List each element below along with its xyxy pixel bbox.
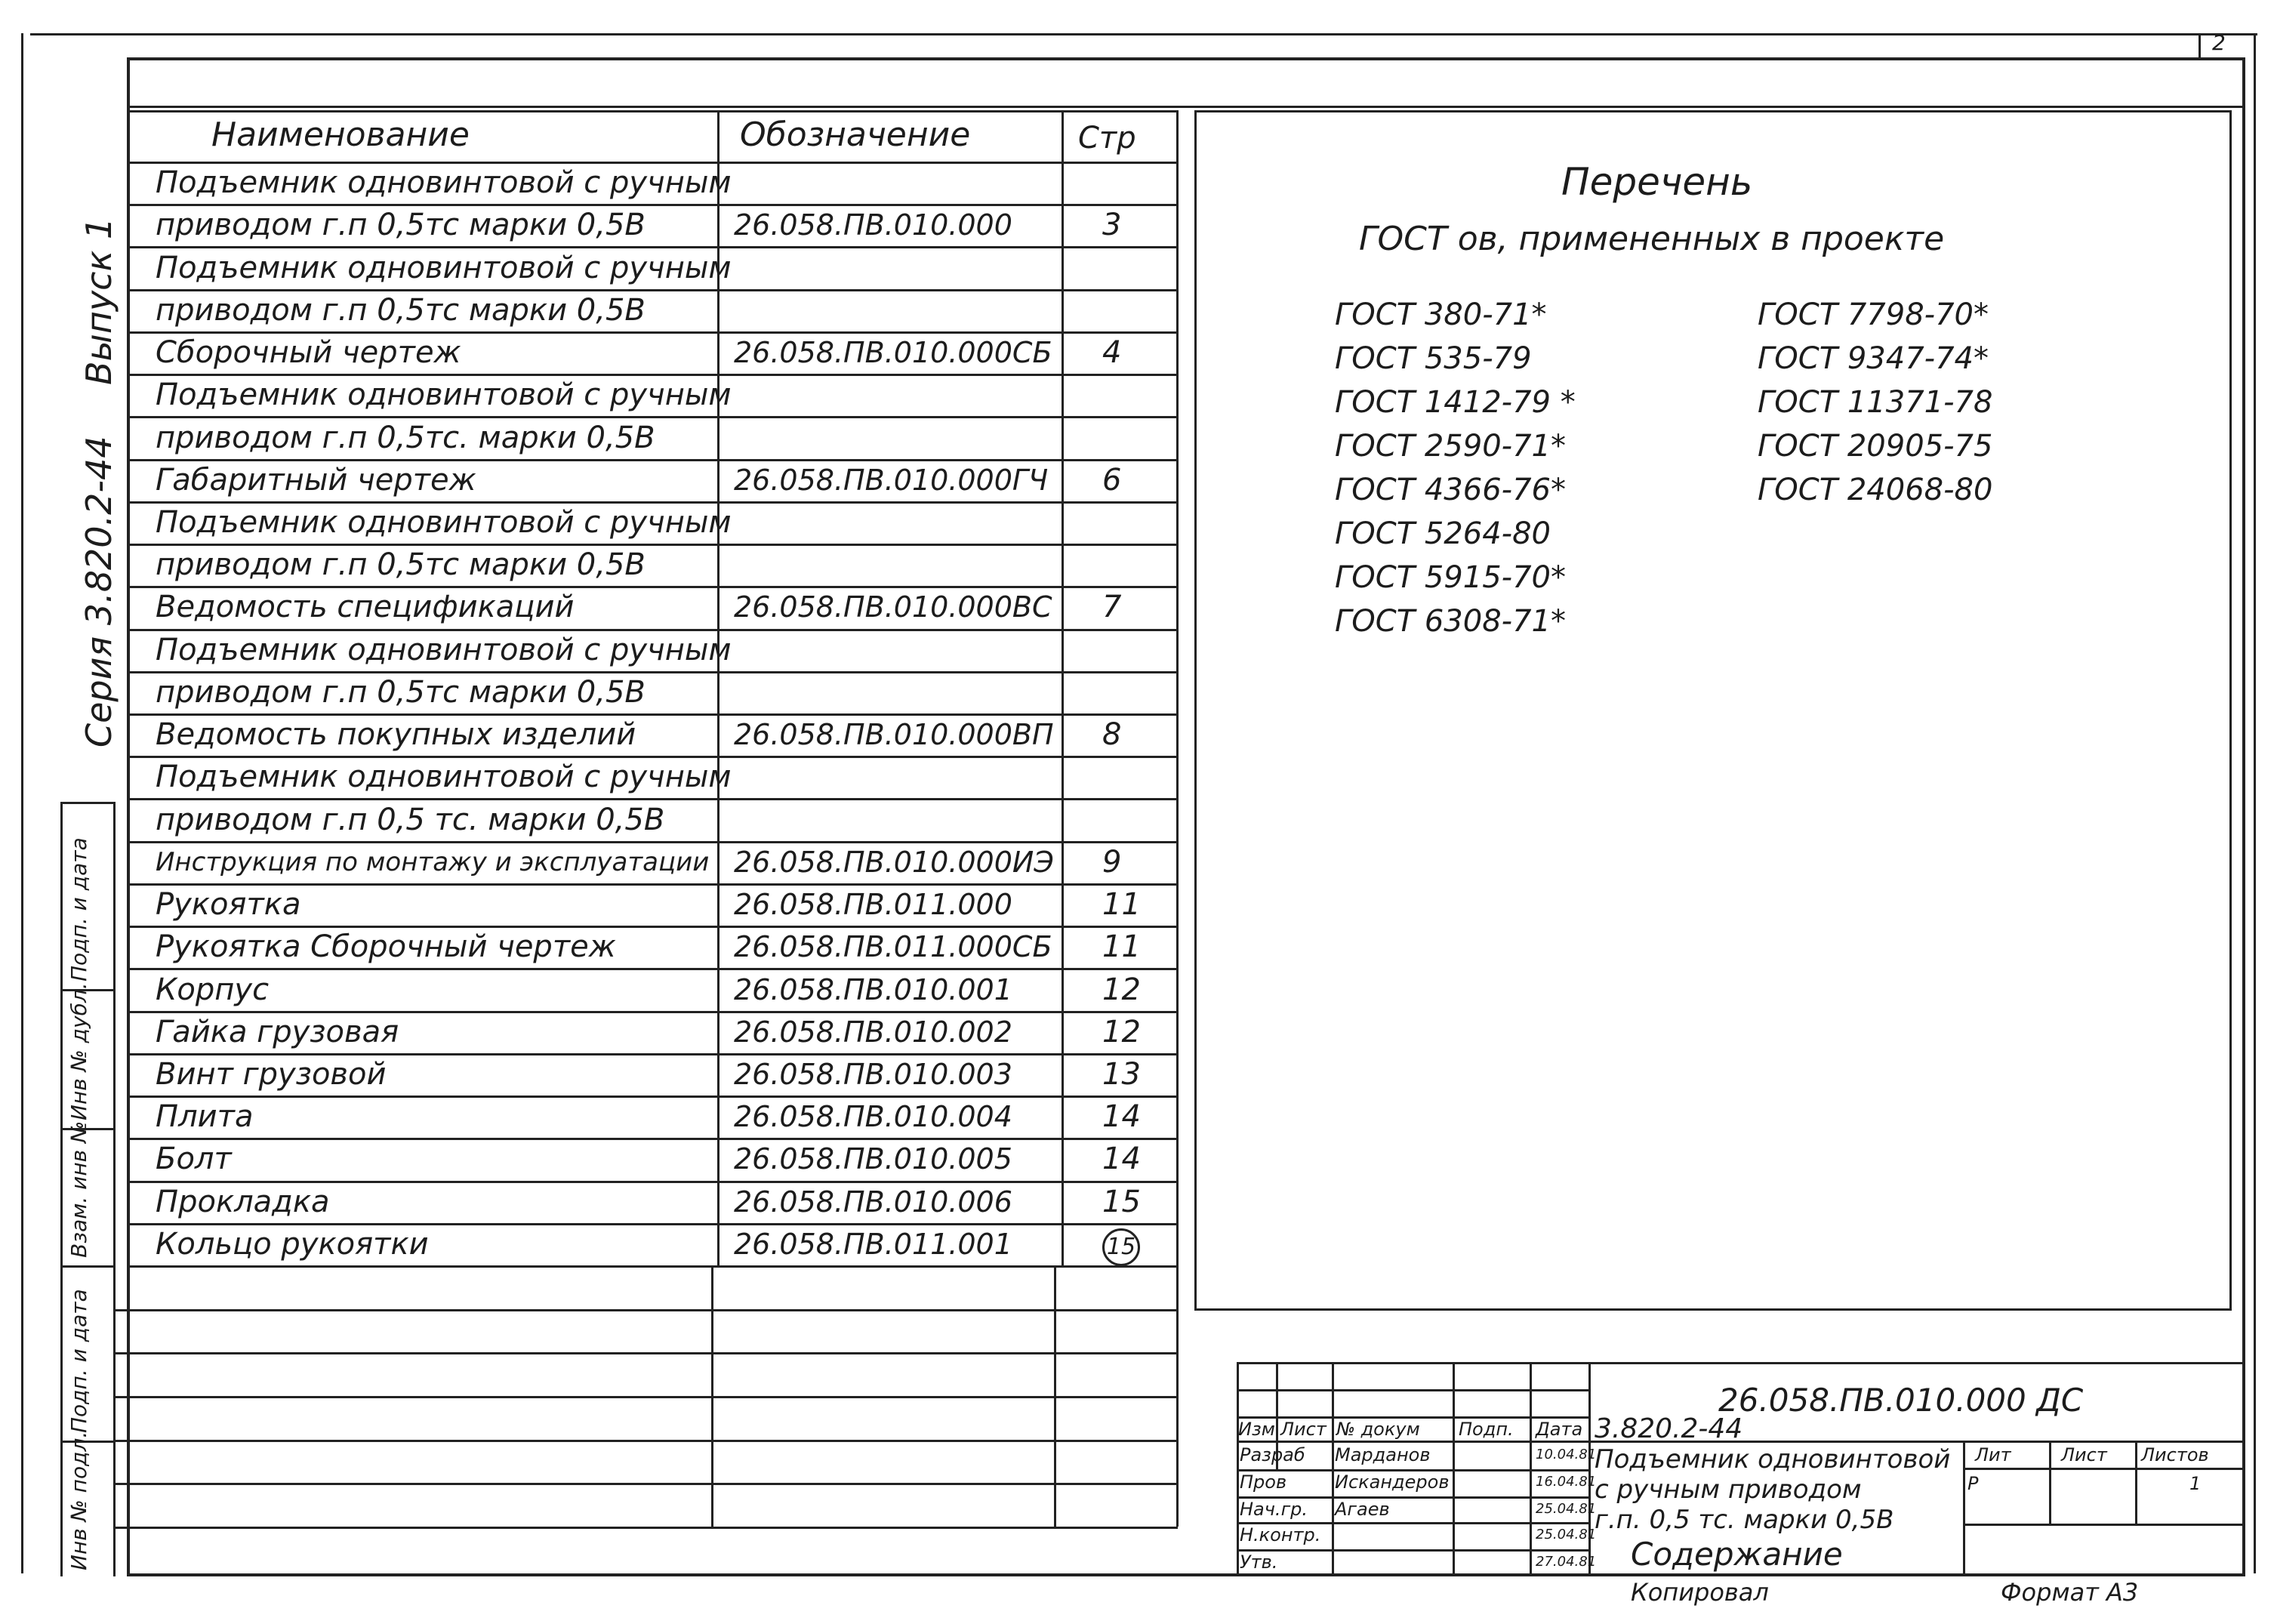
table-row-name: Сборочный чертеж [156, 335, 461, 371]
tb-series: 3.820.2-44 [1595, 1413, 1743, 1444]
table-row-name: приводом г.п 0,5тс марки 0,5В [156, 292, 646, 328]
tb-col-header-date: Дата [1536, 1419, 1583, 1440]
table-row-page: 13 [1102, 1056, 1141, 1092]
series-label: Серия 3.820.2-44 [79, 436, 119, 747]
gost-item: ГОСТ 1412-79 * [1335, 385, 1576, 420]
table-row-page: 12 [1102, 1014, 1141, 1049]
table-row-designation: 26.058.ПВ.011.000 [734, 888, 1012, 922]
tb-col-doc [1453, 1362, 1455, 1576]
table-row-name: Ведомость спецификаций [156, 590, 575, 625]
table-row-designation: 26.058.ПВ.011.001 [734, 1227, 1012, 1261]
sheet-number: 2 [2212, 30, 2226, 55]
side-strip-inner-line [113, 802, 116, 1576]
table-row-page: 8 [1102, 717, 1122, 753]
table-row-name: Прокладка [156, 1184, 330, 1219]
side-field-inv-podl: Инв № подл. [66, 1431, 91, 1570]
circled-page-number: 15 [1102, 1228, 1140, 1266]
tb-staff-role: Нач.гр. [1240, 1499, 1308, 1520]
table-row-designation: 26.058.ПВ.010.000ВС [734, 590, 1052, 624]
gost-item: ГОСТ 2590-71* [1335, 429, 1566, 464]
table-row-page: 11 [1102, 929, 1141, 965]
table-row-designation: 26.058.ПВ.010.000ИЭ [734, 845, 1054, 879]
table-bottom-line [113, 1527, 1178, 1529]
gost-item: ГОСТ 535-79 [1335, 341, 1532, 376]
table-empty-row-line [113, 1483, 1178, 1485]
tb-product-line-1: Подъемник одновинтовой [1595, 1444, 1951, 1475]
table-row-name: приводом г.п 0,5тс марки 0,5В [156, 674, 646, 710]
tb-row-line-1 [1237, 1389, 1588, 1391]
table-row-name: Болт [156, 1142, 232, 1177]
tb-staff-name: Агаев [1335, 1499, 1390, 1520]
side-field-podp-data-top: Подп. и дата [66, 837, 91, 981]
format-label: Формат А3 [2001, 1578, 2139, 1607]
table-row-page: 3 [1102, 208, 1122, 243]
sheet-top-edge [30, 33, 2257, 35]
tb-doc-code: 26.058.ПВ.010.000 ДС [1718, 1382, 2084, 1419]
tb-stage-header-sheet: Лист [2061, 1444, 2107, 1465]
gost-item: ГОСТ 5264-80 [1335, 516, 1551, 551]
table-row-line [127, 968, 1178, 970]
tb-staff-name: Искандеров [1335, 1471, 1450, 1493]
table-row-page [1102, 1224, 1140, 1266]
table-top-line [127, 110, 1178, 112]
header-name: Наименование [211, 116, 470, 154]
sheet-left-edge [21, 33, 23, 1573]
side-strip-div-4 [60, 1265, 115, 1268]
header-page: Стр [1078, 121, 1136, 156]
tb-staff-date: 25.04.81 [1536, 1527, 1597, 1542]
table-row-name: Винт грузовой [156, 1056, 387, 1092]
gost-item: ГОСТ 380-71* [1335, 297, 1547, 332]
table-row-name: Подъемник одновинтовой с ручным [156, 250, 732, 285]
table-row-page: 15 [1102, 1184, 1141, 1219]
table-col-line-2 [1062, 110, 1064, 1265]
sheet-number-divider [2199, 33, 2201, 59]
table-row-name: приводом г.п 0,5 тс. марки 0,5В [156, 802, 665, 837]
tb-col-header-izm: Изм [1238, 1419, 1275, 1440]
copied-label: Копировал [1631, 1578, 1769, 1607]
tb-doc-title: Содержание [1631, 1536, 1843, 1573]
table-row-designation: 26.058.ПВ.010.000ГЧ [734, 463, 1049, 497]
table-empty-row-line [113, 1352, 1178, 1354]
tb-staff-name: Марданов [1335, 1444, 1431, 1465]
tb-staff-date: 10.04.81 [1536, 1447, 1597, 1462]
tb-stage-header-lit: Лит [1975, 1444, 2011, 1465]
table-empty-row-line [113, 1440, 1178, 1442]
table-row-name: приводом г.п 0,5тс. марки 0,5В [156, 420, 655, 455]
table-row-name: приводом г.п 0,5тс марки 0,5В [156, 208, 646, 243]
gost-item: ГОСТ 11371-78 [1758, 385, 1993, 420]
table-row-designation: 26.058.ПВ.010.001 [734, 972, 1012, 1006]
tb-product-line-2: с ручным приводом [1595, 1475, 1862, 1505]
table-row-name: Гайка грузовая [156, 1014, 399, 1049]
tb-staff-role: Н.контр. [1240, 1524, 1321, 1545]
tb-col-header-list: Лист [1280, 1419, 1326, 1440]
table-row-designation: 26.058.ПВ.010.000СБ [734, 336, 1052, 370]
table-empty-row-line [113, 1396, 1178, 1398]
issue-label: Выпуск 1 [79, 217, 119, 385]
table-row-name: Подъемник одновинтовой с ручным [156, 377, 732, 413]
table-row-name: приводом г.п 0,5тс марки 0,5В [156, 547, 646, 583]
table-row-page: 14 [1102, 1099, 1141, 1135]
tb-col-stage-3 [2135, 1441, 2137, 1524]
table-empty-row-line [113, 1309, 1178, 1311]
gost-item: ГОСТ 6308-71* [1335, 604, 1566, 639]
frame-top-strip [127, 106, 2245, 108]
table-row-designation: 26.058.ПВ.010.003 [734, 1057, 1012, 1091]
table-row-page: 12 [1102, 972, 1141, 1007]
table-row-page: 11 [1102, 887, 1141, 923]
table-row-designation: 26.058.ПВ.011.000СБ [734, 930, 1052, 964]
gost-item: ГОСТ 7798-70* [1758, 297, 1989, 332]
table-row-name: Рукоятка [156, 887, 301, 923]
gost-list-box [1194, 110, 2232, 1311]
tb-top-line [1237, 1362, 2244, 1364]
table-row-line [127, 1265, 1178, 1268]
table-row-name: Кольцо рукоятки [156, 1226, 429, 1262]
table-row-designation: 26.058.ПВ.010.006 [734, 1185, 1012, 1219]
table-row-page: 6 [1102, 462, 1122, 498]
tb-col-sign [1530, 1362, 1532, 1576]
table-row-name: Рукоятка Сборочный чертеж [156, 929, 616, 965]
gost-item: ГОСТ 9347-74* [1758, 341, 1989, 376]
table-row-name: Ведомость покупных изделий [156, 717, 636, 753]
tb-staff-date: 16.04.81 [1536, 1474, 1597, 1490]
tb-product-line-3: г.п. 0,5 тс. марки 0,5В [1595, 1505, 1894, 1535]
table-row-line [127, 1096, 1178, 1098]
tb-stage-line [1963, 1468, 2244, 1470]
table-row-page: 4 [1102, 335, 1122, 371]
table-row-page: 7 [1102, 590, 1122, 625]
gost-item: ГОСТ 24068-80 [1758, 473, 1993, 507]
sheet-right-edge [2254, 33, 2256, 1573]
side-field-podp-data-bottom: Подп. и дата [66, 1289, 91, 1433]
side-field-vzam-inv: Взам. инв № [66, 1120, 91, 1258]
side-strip-outer-line [60, 802, 63, 1576]
gost-item: ГОСТ 20905-75 [1758, 429, 1993, 464]
tb-stage-bottom [1963, 1524, 2244, 1526]
tb-stage-header-sheets: Листов [2141, 1444, 2209, 1465]
table-row-name: Габаритный чертеж [156, 462, 476, 498]
table-row-name: Подъемник одновинтовой с ручным [156, 165, 732, 201]
table-row-name: Инструкция по монтажу и эксплуатации [156, 846, 710, 877]
table-row-designation: 26.058.ПВ.010.000ВП [734, 718, 1054, 752]
table-row-name: Плита [156, 1099, 254, 1135]
tb-staff-date: 27.04.81 [1536, 1554, 1597, 1570]
table-row-page: 9 [1102, 844, 1122, 880]
table-row-name: Подъемник одновинтовой с ручным [156, 632, 732, 667]
table-row-designation: 26.058.ПВ.010.004 [734, 1100, 1012, 1134]
tb-col-stage-2 [2049, 1441, 2051, 1524]
table-row-name: Подъемник одновинтовой с ручным [156, 760, 732, 795]
table-row-designation: 26.058.ПВ.010.002 [734, 1015, 1012, 1049]
table-right-line [1176, 110, 1179, 1527]
gost-item: ГОСТ 5915-70* [1335, 560, 1566, 595]
table-row-page: 14 [1102, 1142, 1141, 1177]
gost-item: ГОСТ 4366-76* [1335, 473, 1566, 507]
tb-staff-role: Пров [1240, 1471, 1287, 1493]
table-row-designation: 26.058.ПВ.010.005 [734, 1142, 1012, 1176]
tb-stage-value: Р [1967, 1473, 1979, 1494]
tb-staff-date: 25.04.81 [1536, 1501, 1597, 1517]
gost-list-title: Перечень [1561, 160, 1753, 204]
tb-col-stage [1963, 1441, 1965, 1576]
table-row-name: Подъемник одновинтовой с ручным [156, 504, 732, 540]
gost-list-subtitle: ГОСТ ов, примененных в проекте [1359, 220, 1945, 258]
table-row-line [127, 1138, 1178, 1140]
tb-staff-role: Разраб [1240, 1444, 1305, 1465]
table-row-designation: 26.058.ПВ.010.000 [734, 208, 1012, 242]
tb-staff-role: Утв. [1240, 1552, 1278, 1573]
tb-col-header-sign: Подп. [1459, 1419, 1514, 1440]
side-field-inv-dubl: Инв № дубл. [66, 982, 91, 1120]
tb-col-header-doc: № докум [1336, 1419, 1420, 1440]
tb-col-list [1332, 1362, 1334, 1576]
tb-sheet-value: 1 [2189, 1473, 2202, 1494]
side-strip-div-1 [60, 802, 115, 804]
table-row-name: Корпус [156, 972, 270, 1007]
header-designation: Обозначение [740, 116, 971, 154]
